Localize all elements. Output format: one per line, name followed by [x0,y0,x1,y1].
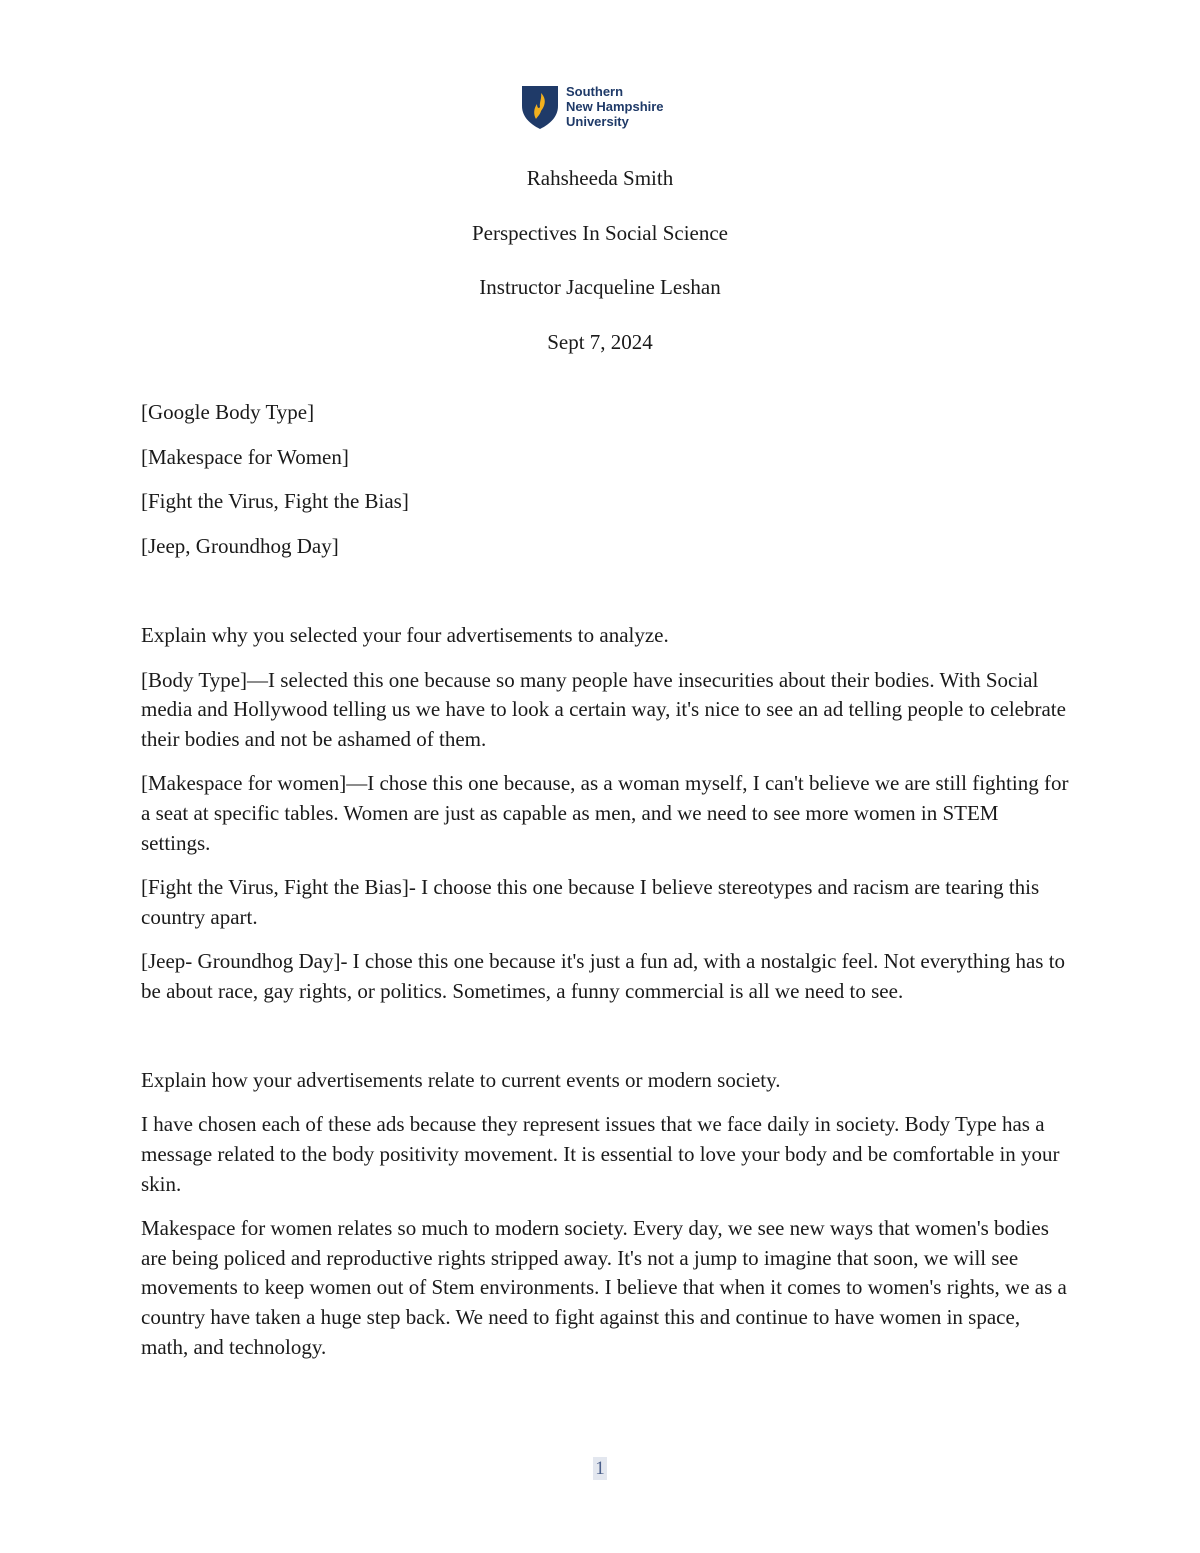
logo-line-1: Southern [566,84,624,99]
section-2-question: Explain how your advertisements relate to current events or modern society. [141,1068,781,1093]
shield-icon [520,84,560,130]
ad-list [141,398,1071,561]
logo-wordmark [566,84,664,129]
ad-list-item: [Google Body Type] [141,400,315,424]
section-2-paragraph: Makespace for women relates so much to modern society. Every day, we see new ways that women's bodies are being policed and reproductive rights stripped away. It's not a jump to imagine that soon, we will see movements to keep women out of Stem environments. I believe that when it comes to women's rights, we as a country have taken a huge step back. We need to fight against this and continue to have women in space, math, and technology. [141,1216,1067,1359]
section-1-paragraph: [Makespace for women]—I chose this one because, as a woman myself, I can't believe we are still fighting for a seat at specific tables. Women are just as capable as men, and we need to see more women in STEM settings. [141,771,1069,855]
section-1-question: Explain why you selected your four advertisements to analyze. [141,623,669,648]
ad-list-item: [Jeep, Groundhog Day] [141,533,339,558]
page-number-value: 1 [595,1458,605,1479]
section-1-paragraph: [Jeep- Groundhog Day]- I chose this one because it's just a fun ad, with a nostalgic feel. Not everything has to be about race, gay rights, or politics. Sometimes, a funny commercial is all we need to see. [141,949,1066,1003]
student-name: Rahsheeda Smith [526,166,674,190]
title-block [0,163,1200,381]
page-number [0,1458,1200,1480]
logo-line-2: New Hampshire [566,99,664,114]
ad-list-item: [Makespace for Women] [141,444,349,469]
section-2-paragraph: I have chosen each of these ads because they represent issues that we face daily in society. Body Type has a message related to the body positivity movement. It is essential to love your body and be comfortable in your skin. [141,1112,1060,1196]
course-title: Perspectives In Social Science [472,220,728,245]
submission-date: Sept 7, 2024 [547,329,653,354]
section-1-paragraph: [Body Type]—I selected this one because so many people have insecurities about their bodies. With Social media and Hollywood telling us we have to look a certain way, it's nice to see an ad telling people to celebrate their bodies and not be ashamed of them. [141,667,1066,752]
document-body [141,398,1071,1377]
section-1-paragraph: [Fight the Virus, Fight the Bias]- I choose this one because I believe stereotypes and racism are tearing this country apart. [141,875,1040,929]
ad-list-item: [Fight the Virus, Fight the Bias] [141,489,409,514]
instructor-name: Instructor Jacqueline Leshan [479,275,721,299]
university-logo [520,84,664,130]
logo-line-3: University [566,114,629,129]
